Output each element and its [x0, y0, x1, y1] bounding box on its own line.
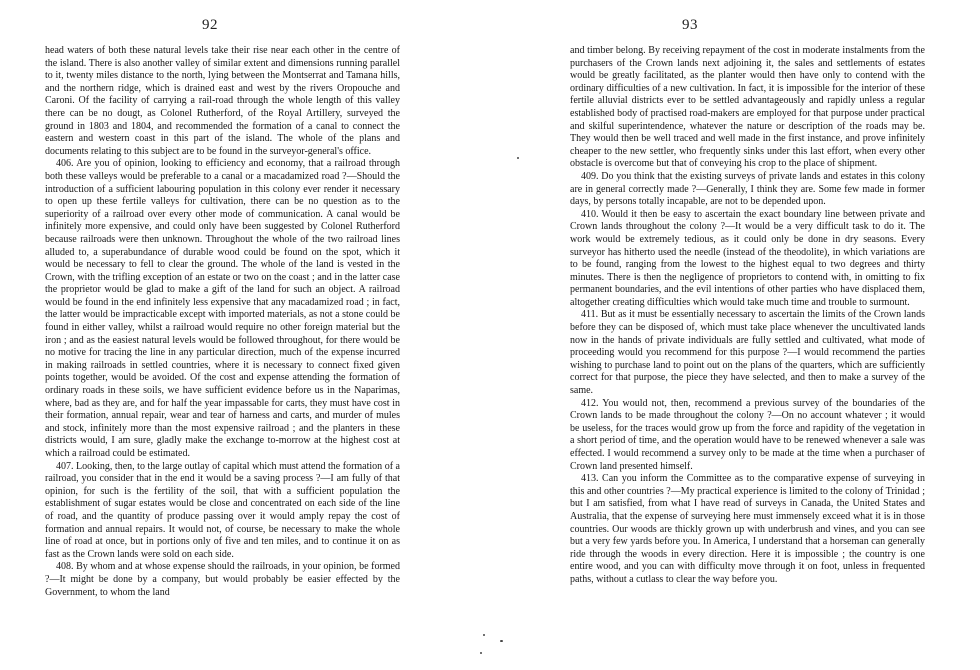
paragraph-407: 407. Looking, then, to the large outlay of capital which must attend the formation of a railroad, you consider that in the end it would be a saving process ?—I am fully of that opinion, for such is the fertility of the soil, that with a sufficient population the establishment of sugar estates would be close and concentrated on each side of the line of road, and the quantity of produce passing over it would amply repay the cost of formation and annual repairs. It would not, of course, be necessary to make the whole line of road at once, but in portions only of five and ten miles, and to continue it on as fast as the Crown lands were sold on each side.	[45, 460, 400, 560]
paragraph-continuation: head waters of both these natural levels take their rise near each other in the centre of the island. There is also another valley of similar extent and dimensions running parallel to it, twenty miles distance to the north, lying between the Montserrat and Tamana hills, and the northern ridge, which is drained east and west by the rivers Oropouche and Caroni. Of the facility of carrying a rail-road through the whole length of this valley there can be no dougt, as Colonel Rutherford, of the Royal Artillery, surveyed the ground in 1803 and 1804, and recommended the formation of a canal to connect the eastern and western coast in this part of the island. The whole of the plans and documents relating to this subject are to be found in the surveyor-general's office.	[45, 45, 400, 157]
scan-speck	[517, 157, 519, 159]
right-page	[490, 0, 980, 670]
left-page-text-column	[45, 45, 400, 599]
paragraph-410: 410. Would it then be easy to ascertain the exact boundary line between private and Crown lands throughout the colony ?—It would be a very difficult task to do it. The work would be extremely tedious, as it could only be done in dry seasons. Every surveyor has hitherto used the needle (instead of the theodolite), in which variations are to be found, ranging from the lowest to the highest equal to two degrees and thirty minutes. There is then the negligence of proprietors to contend with, in omitting to fix permanent boundaries, and the evil intentions of other parties who have displaced them, altogether creating difficulties which would take much time and trouble to surmount.	[570, 208, 925, 308]
page-number-right: 93	[682, 17, 698, 33]
paragraph-413: 413. Can you inform the Committee as to the comparative expense of surveying in this and other countries ?—My practical experience is limited to the colony of Trinidad ; but I am satisfied, from what I have read of surveys in Canada, the United States and Australia, that the expense of surveying here must immensely exceed what it is in those countries. Our woods are thickly grown up with underbrush and vines, and you can see but a very few yards before you. In America, I understand that a horseman can generally ride through the woods in every direction. Here it is impossible ; the country is one entire wood, and you can with difficulty move through it on foot, unless in frequented paths, without a cutlass to clear the way before you.	[570, 473, 925, 585]
scan-speck	[483, 634, 485, 636]
paragraph-406: 406. Are you of opinion, looking to efficiency and economy, that a railroad through both these valleys would be preferable to a canal or a macadamized road ?—Should the introduction of a sufficient labouring population in this colony ever render it necessary to open up these fertile valleys for cultivation, there can be no question as to the superiority of a railroad over every other mode of communication. A canal would be infinitely more expensive, and could only have been suggested by Colonel Rutherford because railroads were then unknown. Throughout the whole of the two railroad lines alluded to, a superabundance of durable wood could be found on the spot, which it would be necessary to fell to clear the ground. The whole of the land is vested in the Crown, with the trifling exception of an estate or two on the coast ; and in the latter case the proprietor would be glad to make a gift of the land for such an object. A railroad would be found in the end infinitely less expensive that any macadamized road ; in fact, the latter would be impracticable except with imported materials, as not a stone could be found in either valley, whilst a railroad would require no other foreign material but the iron ; and as the easiest natural levels would be followed throughout, for there would be no motive for tracing the line in any particular direction, much of the expense incurred in making railroads in settled countries, where it is necessary to connect fixed given points together, would be avoided. Of the cost and expense attending the formation of ordinary roads in these soils, we have sufficient evidence before us in the Naparimas, where, bad as they are, and for half the year impassable for carts, they must have cost in their formation, annual repair, wear and tear of harness and carts, and murder of mules and stock, infinitely more than the most expensive railroad ; and the planters in these districts would, I am sure, gladly make the exchange to-morrow at the highest cost at which a railroad could be estimated.	[45, 158, 400, 459]
paragraph-412: 412. You would not, then, recommend a previous survey of the boundaries of the Crown lands to be made throughout the colony ?—On no account whatever ; it would be useless, for the traces would grow up from the force and rapidity of the vegetation in a short period of time, and the operation would have to be renewed whenever a sale was effected. I would recommend a survey only to be made at the time when a purchaser of Crown land presented himself.	[570, 397, 925, 472]
paragraph-411: 411. But as it must be essentially necessary to ascertain the limits of the Crown lands before they can be disposed of, which must take place whenever the uncultivated lands now in the hands of private individuals are fully settled and cultivated, what mode of proceeding would you recommend for this purpose ?—I would recommend the parties wishing to purchase land to point out on the plans of the quarters, which are sufficiently correct for that purpose, the piece they have selected, and then to make a survey of the same.	[570, 309, 925, 397]
paragraph-408-continued: and timber belong. By receiving repayment of the cost in moderate instalments from the purchasers of the Crown lands next adjoining it, the sales and settlements of estates would be greatly facilitated, as the planter would then have only to contend with the ordinary difficulties of a new cultivation. In fact, it is impossible for the interior of these fertile alluvial districts ever to be settled advantageously and rapidly unless a regular established body of practised road-makers are employed for that purpose under practical and skilful superintendence, whatever the nature or description of the roads may be. They would then be well traced and well made in the first instance, and prove infinitely cheaper to the new settler, who frequently sinks under this last effort, when every other obstacle is overcome but that of conveying his crop to the place of shipment.	[570, 45, 925, 170]
right-page-text-column	[570, 45, 925, 587]
scan-speck	[480, 652, 482, 654]
page-number-left: 92	[202, 17, 218, 33]
paragraph-409: 409. Do you think that the existing surveys of private lands and estates in this colony are in general correctly made ?—Generally, I think they are. Some few made in former days, by persons totally incapable, are not to be depended upon.	[570, 170, 925, 208]
paragraph-408: 408. By whom and at whose expense should the railroads, in your opinion, be formed ?—It might be done by a company, but would probably be easier effected by the Government, to whom the land	[45, 561, 400, 598]
scan-speck	[500, 640, 503, 642]
